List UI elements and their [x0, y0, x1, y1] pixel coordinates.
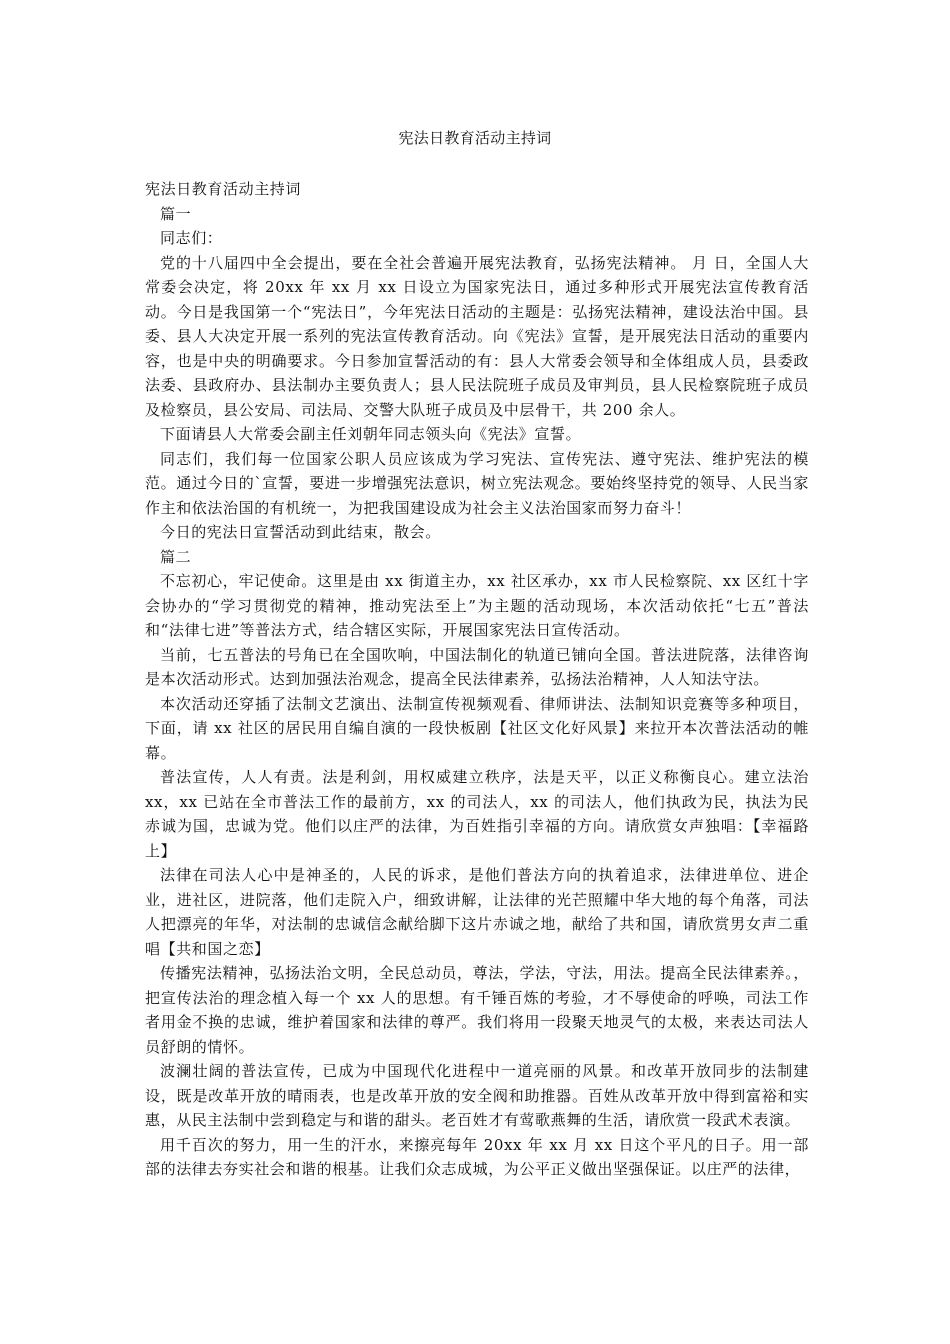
section-heading-2: 篇二: [160, 547, 192, 566]
paragraph-s1-2: 下面请县人大常委会副主任刘朝年同志领头向《宪法》宣誓。: [160, 425, 582, 443]
paragraph-s2-2: 当前，七五普法的号角已在全国吹响，中国法制化的轨道已铺向全国。普法进院落，法律咨询是本次活动形式。达到加强法治观念，提高全民法律素养，弘扬法治精神，人人知法守法。: [145, 645, 809, 688]
paragraph-s1-3: 同志们，我们每一位国家公职人员应该成为学习宪法、宣传宪法、遵守宪法、维护宪法的模范。通过今日的`宣誓，要进一步增强宪法意识，树立宪法观念。要始终坚持党的领导、人民当家作主和依法治国的有机统一，为把我国建设成为社会主义法治国家而努力奋斗！: [145, 449, 809, 517]
document-subtitle: 宪法日教育活动主持词: [145, 180, 302, 198]
paragraph-s1-4: 今日的宪法日宣誓活动到此结束，散会。: [160, 523, 441, 541]
paragraph-s2-6: 传播宪法精神，弘扬法治文明，全民总动员，尊法，学法，守法，用法。提高全民法律素养。，把宣传法治的理念植入每一个 xx 人的思想。有千锤百炼的考验，才不辱使命的呼唤，司法工作者用金不换的忠诚，维护着国家和法律的尊严。我们将用一段聚天地灵气的太极，来表达司法人员舒朗的情怀。: [145, 964, 809, 1056]
paragraph-s2-7: 波澜壮阔的普法宣传，已成为中国现代化进程中一道亮丽的风景。和改革开放同步的法制建设，既是改革开放的晴雨表，也是改革开放的安全阀和助推器。百姓从改革开放中得到富裕和实惠，从民主法制中尝到稳定与和谐的甜头。老百姓才有莺歌燕舞的生活，请欣赏一段武术表演。: [145, 1062, 809, 1129]
section-heading-1: 篇一: [160, 204, 192, 223]
paragraph-s2-4: 普法宣传，人人有责。法是利剑，用权威建立秩序，法是天平，以正义称衡良心。建立法治 xx，xx 已站在全市普法工作的最前方，xx 的司法人，xx 的司法人，他们执政为民，执法为民赤诚为国，忠诚为党。他们以庄严的法律，为百姓指引幸福的方向。请欣赏女声独唱：【幸福路上】: [145, 768, 809, 860]
paragraph-s2-8: 用千百次的努力，用一生的汗水，来擦亮每年 20xx 年 xx 月 xx 日这个平凡的日子。用一部部的法律去夯实社会和谐的根基。让我们众志成城，为公平正义做出坚强保证。以庄严的法律，: [145, 1135, 809, 1178]
paragraph-s2-3: 本次活动还穿插了法制文艺演出、法制宣传视频观看、律师讲法、法制知识竞赛等多种项目，下面，请 xx 社区的居民用自编自演的一段快板剧【社区文化好风景】来拉开本次普法活动的帷幕。: [145, 694, 809, 762]
paragraph-s2-5: 法律在司法人心中是神圣的，人民的诉求，是他们普法方向的执着追求，法律进单位、进企业，进社区，进院落，他们走院入户，细致讲解，让法律的光芒照耀中华大地的每个角落，司法人把漂亮的年华，对法制的忠诚信念献给脚下这片赤诚之地，献给了共和国，请欣赏男女声二重唱【共和国之恋】: [145, 866, 809, 958]
paragraph-s1-1: 党的十八届四中全会提出，要在全社会普遍开展宪法教育，弘扬宪法精神。 月 日，全国人大常委会决定，将 20xx 年 xx 月 xx 日设立为国家宪法日，通过多种形式开展宪法宣传教育活动。今日是我国第一个“宪法日”，今年宪法日活动的主题是：弘扬宪法精神，建设法治中国。县委、县人大决定开展一系列的宪法宣传教育活动。向《宪法》宣誓，是开展宪法日活动的重要内容，也是中央的明确要求。今日参加宣誓活动的有：县人大常委会领导和全体组成人员，县委政法委、县政府办、县法制办主要负责人；县人民法院班子成员及审判员，县人民检察院班子成员及检察员，县公安局、司法局、交警大队班子成员及中层骨干，共 200 余人。: [145, 253, 809, 419]
salutation: 同志们：: [160, 229, 223, 247]
paragraph-s2-1: 不忘初心，牢记使命。这里是由 xx 街道主办，xx 社区承办，xx 市人民检察院、xx 区红十字会协办的“学习贯彻党的精神，推动宪法至上”为主题的活动现场，本次活动依托“七五”普法和“法律七进”等普法方式，结合辖区实际，开展国家宪法日宣传活动。: [145, 572, 809, 639]
document-title: 宪法日教育活动主持词: [398, 129, 552, 147]
document-body: [145, 177, 809, 1182]
